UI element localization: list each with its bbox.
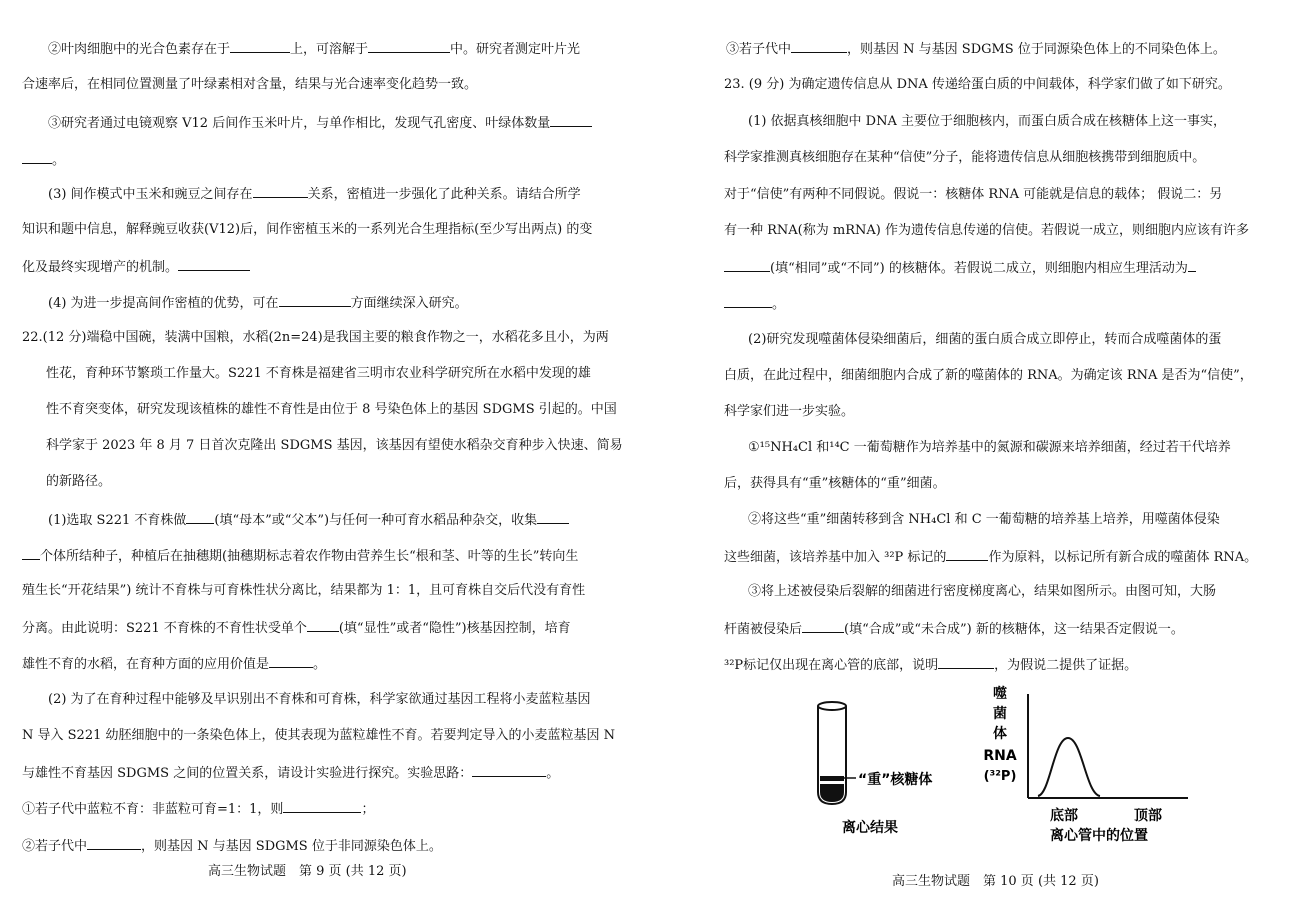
blank (550, 113, 592, 127)
q22-part1-line-5: 雄性不育的水稻，在育种方面的应用价值是 。 (22, 654, 326, 674)
q23-line-14: 这些细菌，该培养基中加入 ³²P 标记的 作为原料，以标记所有新合成的噬菌体 RNA。 (724, 547, 1257, 567)
q23-line-12: 后，获得具有“重”核糖体的“重”细菌。 (724, 476, 946, 491)
blank (472, 763, 546, 777)
q23-line-1: 23. (9 分) 为确定遗传信息从 DNA 传递给蛋白质的中间载体，科学家们做了如下研究。 (724, 77, 1231, 92)
blank (791, 39, 847, 53)
q23-line-9: 白质，在此过程中，细菌细胞内合成了新的噬菌体的 RNA。为确定该 RNA 是否为“信使”， (724, 368, 1253, 383)
q23-line-3: 科学家推测真核细胞存在某种“信使”分子，能将遗传信息从细胞核携带到细胞质中。 (724, 150, 1206, 165)
blank (22, 546, 40, 560)
q23-line-4: 对于“信使”有两种不同假说。假说一：核糖体 RNA 可能就是信息的载体； 假说二：另 (724, 187, 1223, 202)
q23-line-6: (填“相同”或“不同”) 的核糖体。若假说二成立，则细胞内相应生理活动为 (724, 258, 1196, 278)
left-line-1: ②叶肉细胞中的光合色素存在于 上，可溶解于 中。研究者测定叶片光 (48, 39, 580, 59)
q22-part2-line-3: 与雄性不育基因 SDGMS 之间的位置关系，请设计实验进行探究。实验思路： 。 (22, 763, 559, 783)
x-label-bottom: 底部 (1050, 808, 1078, 824)
q22-part1-line-2: 个体所结种子，种植后在抽穗期(抽穗期标志着农作物由营养生长“根和茎、叶等的生长”转向生 (22, 546, 578, 566)
page-footer-9: 高三生物试题 第 9 页 (共 12 页) (208, 864, 407, 879)
q22-line-3: 性不育突变体，研究发现该植株的雄性不育性是由位于 8 号染色体上的基因 SDGMS 引起的。中国 (46, 402, 617, 417)
y-label-5: (³²P) (983, 769, 1017, 784)
blank (724, 294, 772, 308)
q23-line-7: 。 (724, 294, 785, 314)
y-label-3: 体 (993, 726, 1007, 742)
q22-line-5: 的新路径。 (46, 474, 112, 489)
left-line-7: 化及最终实现增产的机制。 (22, 257, 250, 277)
left-line-3: ③研究者通过电镜观察 V12 后间作玉米叶片，与单作相比，发现气孔密度、叶绿体数量 (48, 113, 592, 133)
q22-part1-line-1: (1)选取 S221 不育株做 (填“母本”或“父本”)与任何一种可育水稻品种杂交，收集 (48, 510, 569, 530)
tube-label: “重”核糖体 (858, 772, 933, 788)
blank (724, 258, 770, 272)
blank (368, 39, 450, 53)
blank (537, 510, 569, 524)
blank (22, 150, 52, 164)
blank (253, 184, 308, 198)
q22-part1-line-3: 殖生长“开花结果”) 统计不育株与可育株性状分离比，结果都为 1：1，且可育株自交后代没有育性 (22, 583, 586, 598)
q22-line-4: 科学家于 2023 年 8 月 7 日首次克隆出 SDGMS 基因，该基因有望使水稻杂交育种步入快速、简易 (46, 438, 623, 453)
page-footer-10: 高三生物试题 第 10 页 (共 12 页) (892, 874, 1099, 889)
blank (307, 618, 339, 632)
right-line-1: ③若子代中 ，则基因 N 与基因 SDGMS 位于同源染色体上的不同染色体上。 (726, 39, 1226, 59)
q22-line-2: 性花，育种环节繁琐工作量大。S221 不育株是福建省三明市农业科学研究所在水稻中发现的雄 (46, 366, 591, 381)
q23-line-16: 杆菌被侵染后 (填“合成”或“未合成”) 新的核糖体，这一结果否定假说一。 (724, 619, 1184, 639)
q22-part1-line-4: 分离。由此说明：S221 不育株的不育性状受单个 (填“显性”或者“隐性”)核基因控制，培育 (22, 618, 571, 638)
centrifuge-tube (818, 702, 856, 804)
rna-peak-curve (1038, 738, 1100, 796)
blank (802, 619, 844, 633)
heavy-ribosome-band (820, 776, 844, 781)
q22-part2-line-1: (2) 为了在育种过程中能够及早识别出不育株和可育株，科学家欲通过基因工程将小麦蓝粒基因 (48, 692, 591, 707)
left-line-5: (3) 间作模式中玉米和豌豆之间存在 关系，密植进一步强化了此种关系。请结合所学 (48, 184, 581, 204)
q23-line-15: ③将上述被侵染后裂解的细菌进行密度梯度离心，结果如图所示。由图可知，大肠 (748, 584, 1217, 599)
y-label-1: 噬 (993, 686, 1007, 702)
left-line-2: 合速率后，在相同位置测量了叶绿素相对含量，结果与光合速率变化趋势一致。 (22, 77, 478, 92)
q23-line-2: (1) 依据真核细胞中 DNA 主要位于细胞核内，而蛋白质合成在核糖体上这一事实， (748, 114, 1226, 129)
left-line-4: 。 (22, 150, 65, 170)
q22-part2-line-2: N 导入 S221 幼胚细胞中的一条染色体上，使其表现为蓝粒雄性不育。若要判定导入的小麦蓝粒基因 N (22, 728, 615, 743)
q22-part2-line-5: ②若子代中 ，则基因 N 与基因 SDGMS 位于非同源染色体上。 (22, 836, 442, 856)
q22-line-1: 22.(12 分)端稳中国碗，装满中国粮，水稻(2n=24)是我国主要的粮食作物之一，水稻花多且小，为两 (22, 330, 609, 345)
blank (946, 547, 988, 561)
q23-line-8: (2)研究发现噬菌体侵染细菌后，细菌的蛋白质合成立即停止，转而合成噬菌体的蛋 (748, 332, 1222, 347)
y-label-4: RNA (983, 748, 1017, 764)
centrifuge-figure (800, 680, 1200, 850)
blank (230, 39, 290, 53)
blank (269, 654, 313, 668)
blank (186, 510, 214, 524)
q22-part2-line-4: ①若子代中蓝粒不育：非蓝粒可育=1：1，则 ； (22, 799, 374, 819)
blank (279, 293, 351, 307)
blank (1188, 258, 1196, 272)
x-caption: 离心管中的位置 (1050, 828, 1148, 844)
q23-line-11: ①¹⁵NH₄Cl 和¹⁴C 一葡萄糖作为培养基中的氮源和碳源来培养细菌，经过若干代培养 (748, 440, 1231, 455)
left-line-6: 知识和题中信息，解释豌豆收获(V12)后，间作密植玉米的一系列光合生理指标(至少写出两点) 的变 (22, 222, 593, 237)
q23-line-13: ②将这些“重”细菌转移到含 NH₄Cl 和 C 一葡萄糖的培养基上培养，用噬菌体侵染 (748, 512, 1220, 527)
blank (178, 257, 250, 271)
y-label-2: 菌 (993, 706, 1007, 722)
x-label-top: 顶部 (1134, 808, 1162, 824)
q23-line-5: 有一种 RNA(称为 mRNA) 作为遗传信息传递的信使。若假说一成立，则细胞内应该有许多 (724, 223, 1249, 238)
blank (938, 655, 994, 669)
q23-line-10: 科学家们进一步实验。 (724, 404, 855, 419)
blank (87, 836, 141, 850)
tube-caption: 离心结果 (842, 820, 898, 836)
q23-line-17: ³²P标记仅出现在离心管的底部，说明 ，为假说二提供了证据。 (724, 655, 1137, 675)
blank (283, 799, 361, 813)
left-line-8: (4) 为进一步提高间作密植的优势，可在 方面继续深入研究。 (48, 293, 468, 313)
